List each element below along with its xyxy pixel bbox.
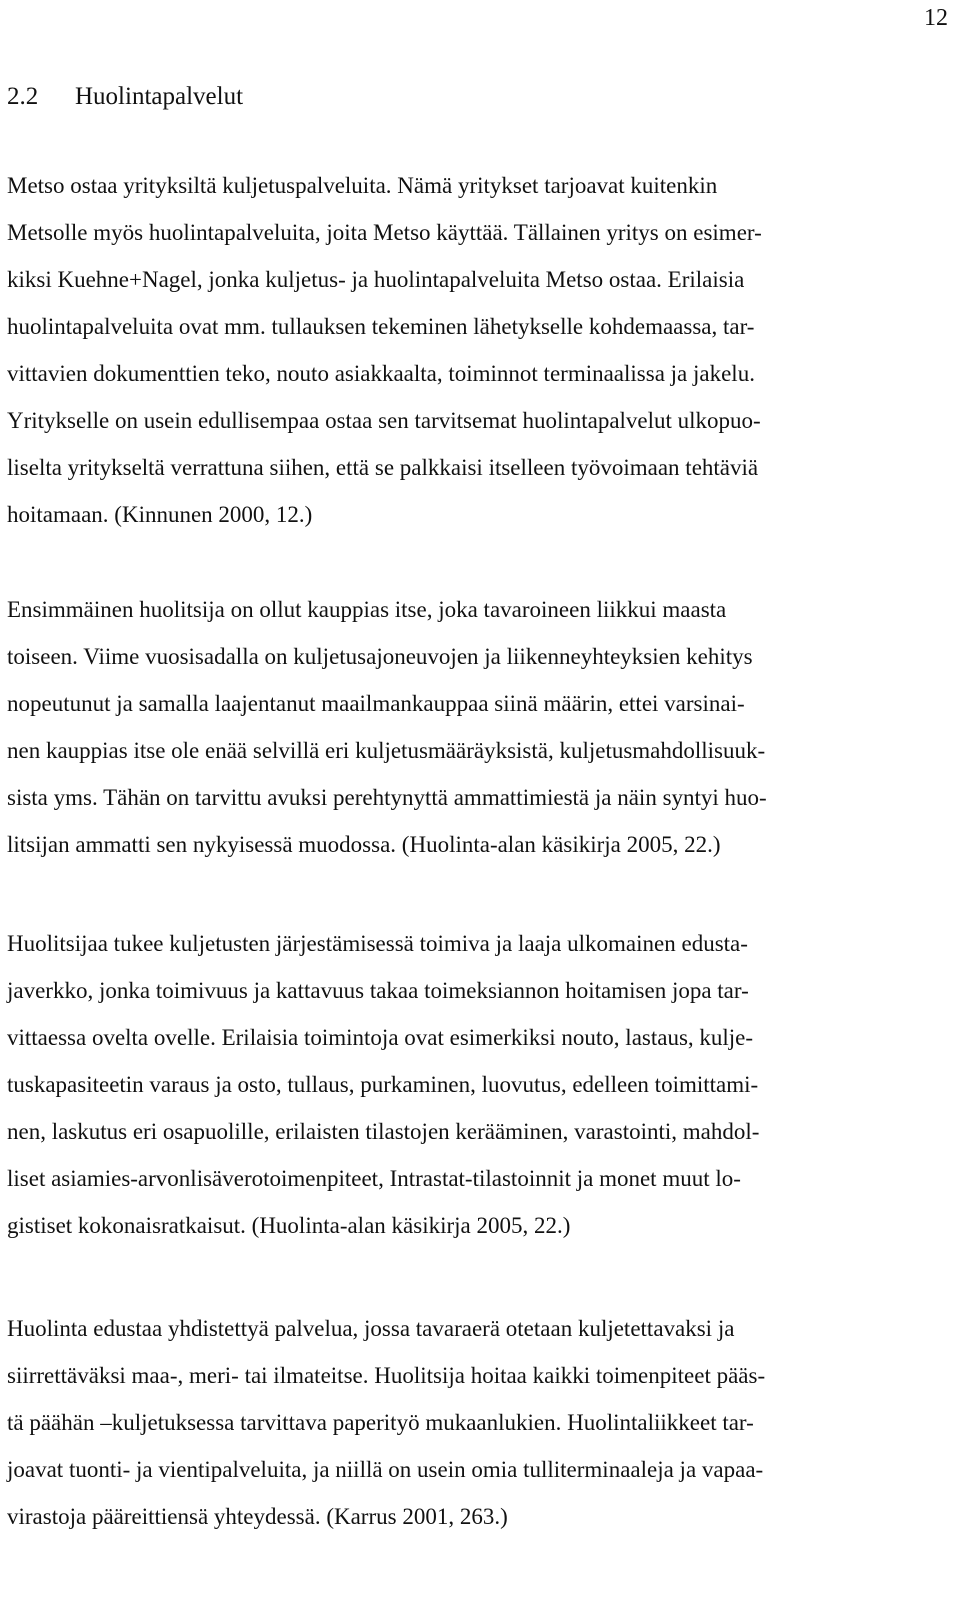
- text-line: virastoja pääreittiensä yhteydessä. (Karrus 2001, 263.): [7, 1504, 508, 1529]
- text-line: kiksi Kuehne+Nagel, jonka kuljetus- ja huolintapalveluita Metso ostaa. Erilaisia: [7, 267, 745, 292]
- section-heading: [7, 80, 243, 114]
- text-line: tä päähän –kuljetuksessa tarvittava paperityö mukaanlukien. Huolintaliikkeet tar-: [7, 1410, 754, 1435]
- text-line: sista yms. Tähän on tarvittu avuksi perehtynyttä ammattimiestä ja näin syntyi huo-: [7, 785, 767, 810]
- section-title: Huolintapalvelut: [75, 83, 244, 110]
- text-line: nen, laskutus eri osapuolille, erilaisten tilastojen kerääminen, varastointi, mahdol-: [7, 1119, 760, 1144]
- page-number: 12: [924, 5, 948, 31]
- text-line: Ensimmäinen huolitsija on ollut kauppias itse, joka tavaroineen liikkui maasta: [7, 597, 727, 622]
- text-line: Metsolle myös huolintapalveluita, joita Metso käyttää. Tällainen yritys on esimer-: [7, 220, 762, 245]
- text-line: liset asiamies-arvonlisäverotoimenpiteet, Intrastat-tilastoinnit ja monet muut lo-: [7, 1166, 741, 1191]
- text-line: liselta yritykseltä verrattuna siihen, että se palkkaisi itselleen työvoimaan tehtäviä: [7, 455, 759, 480]
- text-line: Metso ostaa yrityksiltä kuljetuspalveluita. Nämä yritykset tarjoavat kuitenkin: [7, 173, 718, 198]
- text-line: vittaessa ovelta ovelle. Erilaisia toimintoja ovat esimerkiksi nouto, lastaus, kulje-: [7, 1025, 754, 1050]
- text-line: gistiset kokonaisratkaisut. (Huolinta-alan käsikirja 2005, 22.): [7, 1213, 571, 1238]
- text-line: tuskapasiteetin varaus ja osto, tullaus, purkaminen, luovutus, edelleen toimittami-: [7, 1072, 759, 1097]
- text-line: Yritykselle on usein edullisempaa ostaa sen tarvitsemat huolintapalvelut ulkopuo-: [7, 408, 761, 433]
- text-line: litsijan ammatti sen nykyisessä muodossa. (Huolinta-alan käsikirja 2005, 22.): [7, 832, 721, 857]
- text-line: nopeutunut ja samalla laajentanut maailmankauppaa siinä määrin, ettei varsinai-: [7, 691, 745, 716]
- text-line: toiseen. Viime vuosisadalla on kuljetusajoneuvojen ja liikenneyhteyksien kehitys: [7, 644, 753, 669]
- text-line: joavat tuonti- ja vientipalveluita, ja niillä on usein omia tulliterminaaleja ja vapaa-: [7, 1457, 764, 1482]
- text-line: huolintapalveluita ovat mm. tullauksen tekeminen lähetykselle kohdemaassa, tar-: [7, 314, 755, 339]
- text-line: nen kauppias itse ole enää selvillä eri kuljetusmääräyksistä, kuljetusmahdollisuuk-: [7, 738, 766, 763]
- text-line: javerkko, jonka toimivuus ja kattavuus takaa toimeksiannon hoitamisen jopa tar-: [7, 978, 749, 1003]
- section-number: 2.2: [7, 83, 39, 110]
- text-line: hoitamaan. (Kinnunen 2000, 12.): [7, 502, 313, 527]
- text-line: Huolinta edustaa yhdistettyä palvelua, jossa tavaraerä otetaan kuljetettavaksi ja: [7, 1316, 735, 1341]
- text-line: vittavien dokumenttien teko, nouto asiakkaalta, toiminnot terminaalissa ja jakelu.: [7, 361, 755, 386]
- text-line: siirrettäväksi maa-, meri- tai ilmateitse. Huolitsija hoitaa kaikki toimenpiteet pääs-: [7, 1363, 766, 1388]
- text-line: Huolitsijaa tukee kuljetusten järjestämisessä toimiva ja laaja ulkomainen edusta-: [7, 931, 748, 956]
